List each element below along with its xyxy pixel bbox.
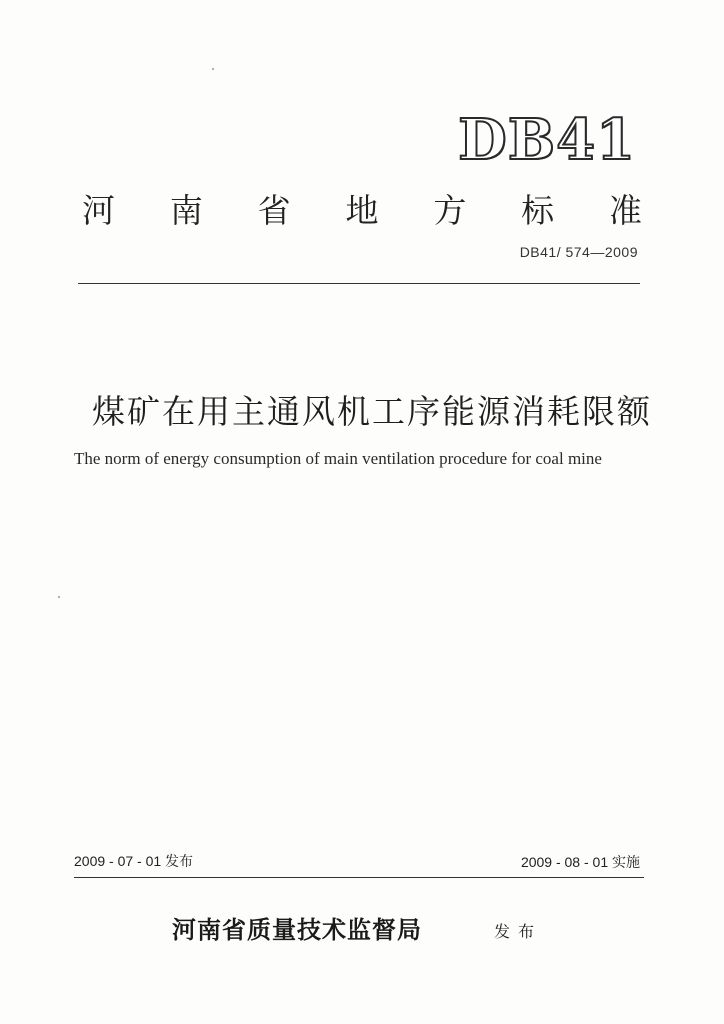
- footer-divider: [74, 877, 644, 878]
- standard-type-char: 省: [257, 191, 291, 230]
- issued-label: 发布: [494, 922, 543, 941]
- standard-number: DB41/ 574—2009: [519, 244, 638, 260]
- scan-speck: [58, 596, 60, 598]
- standard-type-char: 南: [169, 191, 203, 230]
- title-english: The norm of energy consumption of main ventilation procedure for coal mine: [74, 449, 602, 468]
- standard-type-char: 方: [433, 191, 467, 230]
- standard-code-logo: DB41: [458, 107, 636, 173]
- standard-type-char: 标: [521, 191, 555, 230]
- title-chinese: 煤矿在用主通风机工序能源消耗限额: [92, 392, 652, 431]
- standard-type-heading: [82, 185, 642, 232]
- header-divider: [78, 283, 640, 284]
- scan-speck: [212, 68, 214, 70]
- implementation-date: 2009 - 08 - 01 实施: [520, 854, 640, 870]
- standard-type-char: 准: [608, 191, 642, 230]
- release-date: 2009 - 07 - 01 发布: [74, 853, 194, 869]
- standard-type-char: 河: [82, 191, 115, 230]
- standard-type-char: 地: [345, 191, 379, 230]
- issuing-authority: 河南省质量技术监督局: [172, 915, 422, 944]
